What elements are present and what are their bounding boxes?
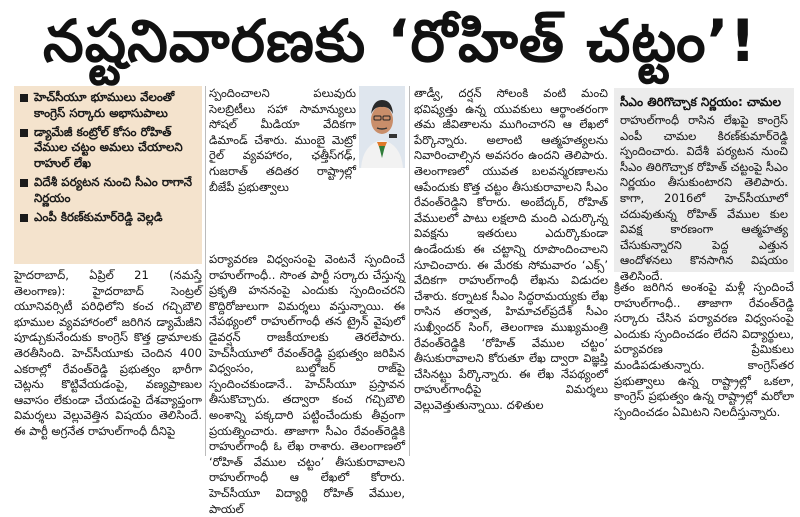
sidebar-title: సీఎం తిరిగొచ్చాక నిర్ణయం: చామల (620, 95, 781, 109)
bullet-icon (20, 179, 28, 187)
highlight-item: విదేశీ పర్యటన నుంచి సీఎం రాగానే నిర్ణయం (20, 175, 196, 207)
article-column-3: తాడ్వీ, దర్షన్ సోలంకి వంటి మంచి భవిష్యత్తు ఉన్న యువకులు ఆర్థాంతరంగా తమ జీవితాలను ముగించారని ఆ లేఖలో పేర్కొన్నారు. అలాంటి ఆత్మహత్యలను నివారించాల్సిన అవసరం ఉందని తెలిపారు. తెలంగాణలో యువత బలవన్మరణాలను ఆపేందుకు కొత్త చట్టం తీసుకురావాలని సీఎం రేవంత్‌రెడ్డిని కోరారు. అంబేద్కర్, రోహిత్ వేములలో పాటు లక్షలాది మంది ఎదుర్కొన్న వివక్షను ఇతరులు ఎదుర్కొకుండా ఉండేందుకు ఈ చట్టాన్ని రూపొందించాలని సూచించారు. ఈ మేరకు సోమవారం ‘ఎక్స్’ వేదికగా రాహుల్‌గాంధీ లేఖను విడుదల చేశారు. కర్నాటక సీఎం సిద్ధరామయ్యకు లేఖ రాసిన తర్వాత, హిమాచల్‌ప్రదేశ్ సీఎం సుఖ్వీందర్ సింగ్, తెలంగాణ ముఖ్యమంత్రి రేవంత్‌రెడ్డికి ‘రోహిత్ వేముల చట్టం’ తీసుకురావాలని కోరుతూ లేఖ ద్వారా విజ్ఞప్తి చేసినట్టు పేర్కొన్నారు. ఈ లేఖ నేపథ్యంలో రాహుల్‌గాంధీపై విమర్శలు వెల్లువెత్తుతున్నాయి. దళితుల (414, 86, 608, 412)
portrait-photo (359, 86, 405, 168)
bullet-icon (20, 214, 28, 222)
sidebar-body: రాహుల్‌గాంధీ రాసిన లేఖపై కాంగ్రెస్ ఎంపీ చామల కిరణ్‌కుమార్‌రెడ్డి స్పందించారు. విదేశీ పర్యటన నుంచి సీఎం తిరిగొచ్చాక రోహిత్ చట్టంపై సీఎం నిర్ణయం తీసుకుంటారని తెలిపారు. కాగా, 2016లో హెచ్‌సీయూలో చదువుతున్న రోహిత్ వేముల కుల వివక్ష కారణంగా ఆత్మహత్య చేసుకున్నారని పెద్ద ఎత్తున ఆందోళనలు కొనసాగిన విషయం తెలిసిందే. (620, 113, 788, 283)
article-column-4: క్రితం జరిగిన అంశంపై మళ్లీ స్పందించే రాహుల్‌గాంధీ.. తాజాగా రేవంత్‌రెడ్డి సర్కారు చేసిన పర్యావరణ విధ్వంసంపై ఎందుకు స్పందించడం లేదని విద్యార్థులు, పర్యావరణ ప్రేమికులు మండిపడుతున్నారు. కాంగ్రెస్‌తర ప్రభుత్వాలు ఉన్న రాష్ట్రాల్లో ఒకలా, కాంగ్రెస్ ప్రభుత్వం ఉన్న రాష్ట్రాల్లో మరోలా స్పందించడం ఏమిటని నిలదీస్తున్నారు. (614, 280, 794, 419)
article-column-2: స్పందించాలని పలువురు సెలబ్రిటీలు సహా సామాన్యులు సోషల్ మీడియా వేదికగా డిమాండ్ చేశారు. ముంబై మెట్రో రైల్ వ్యవహారం, ఛత్తీస్‌గఢ్, గుజరాత్ తదితర రాష్ట్రాల్లో బీజేపీ ప్రభుత్వాలు (209, 86, 356, 194)
sidebar-box (614, 88, 794, 283)
article-column-2b: పర్యావరణ విధ్వంసంపై వెంటనే స్పందించే రాహుల్‌గాంధీ.. సొంత పార్టీ సర్కారు చేస్తున్న ప్రకృతి హననంపై ఎందుకు స్పందించరని కొద్దిరోజులుగా విమర్శలు వస్తున్నాయి. ఈ నేపథ్యంలో రాహుల్‌గాంధీ తన ట్రైన్ వైపులో డైవర్షన్ రాజకీయాలకు తెరలేపారు. హెచ్‌సీయూలో రేవంత్‌రెడ్డి ప్రభుత్వం జరిపిన విధ్వంసం, బుల్డోజర్ రాజ్‌పై స్పందించకుండానే.. హెచ్‌సీయూ ప్రస్తావన తీసుకొచ్చారు. తద్వారా కంచ గచ్చిబౌలి అంశాన్ని పక్కదారి పట్టించేందుకు తీవ్రంగా ప్రయత్నించారు. తాజాగా సీఎం రేవంత్‌రెడ్డికి రాహుల్‌గాంధీ ఓ లేఖ రాశారు. తెలంగాణలో ‘రోహిత్ వేముల చట్టం’ తీసుకురావాలని రాహుల్‌గాంధీ ఆ లేఖలో కోరారు. హెచ్‌సీయూ విద్యార్థి రోహిత్ వేముల, పాయల్ (209, 252, 405, 516)
bullet-icon (20, 129, 28, 137)
headline: నష్టనివారణకు ‘రోహిత్ చట్టం’! (43, 7, 757, 75)
column-divider (409, 86, 410, 456)
highlight-item: హెచ్‌సీయూ భూములు వేలంతో కాంగ్రెస్ సర్కారు అభాసుపాలు (20, 90, 196, 122)
bullet-icon (20, 94, 28, 102)
highlight-item: ఎంపీ కిరణ్‌కుమార్‌రెడ్డి వెల్లడి (20, 210, 196, 226)
article-column-1: హైదరాబాద్, ఏప్రిల్ 21 (నమస్తే తెలంగాణ): హైదరాబాద్ సెంట్రల్ యూనివర్సిటీ పరిధిలోని కంచ గచ్చిబౌలి భూముల వ్యవహారంలో జరిగిన డ్యామేజీని పూడ్చుకునేందుకు కాంగ్రెస్ కొత్త డ్రామాలకు తెరతీసింది. హెచ్‌సీయూకు చెందిన 400 ఎకరాల్లో రేవంత్‌రెడ్డి ప్రభుత్వం భారీగా చెట్లను కొట్టివేయడంపై, వణ్యప్రాణుల ఆవాసం లేకుండా చేయడంపై దేశవ్యాప్తంగా విమర్శలు వెల్లువెత్తిన విషయం తెలిసిందే. ఈ పార్టీ అగ్రనేత రాహుల్‌గాంధీ దీనిపై (14, 268, 202, 438)
highlight-item: డ్యామేజీ కంట్రోల్ కోసం రోహిత్ వేముల చట్టం అమలు చేయాలని రాహుల్ లేఖ (20, 125, 196, 172)
highlights-box (14, 86, 202, 264)
person-image (359, 86, 405, 168)
column-divider (205, 86, 206, 456)
